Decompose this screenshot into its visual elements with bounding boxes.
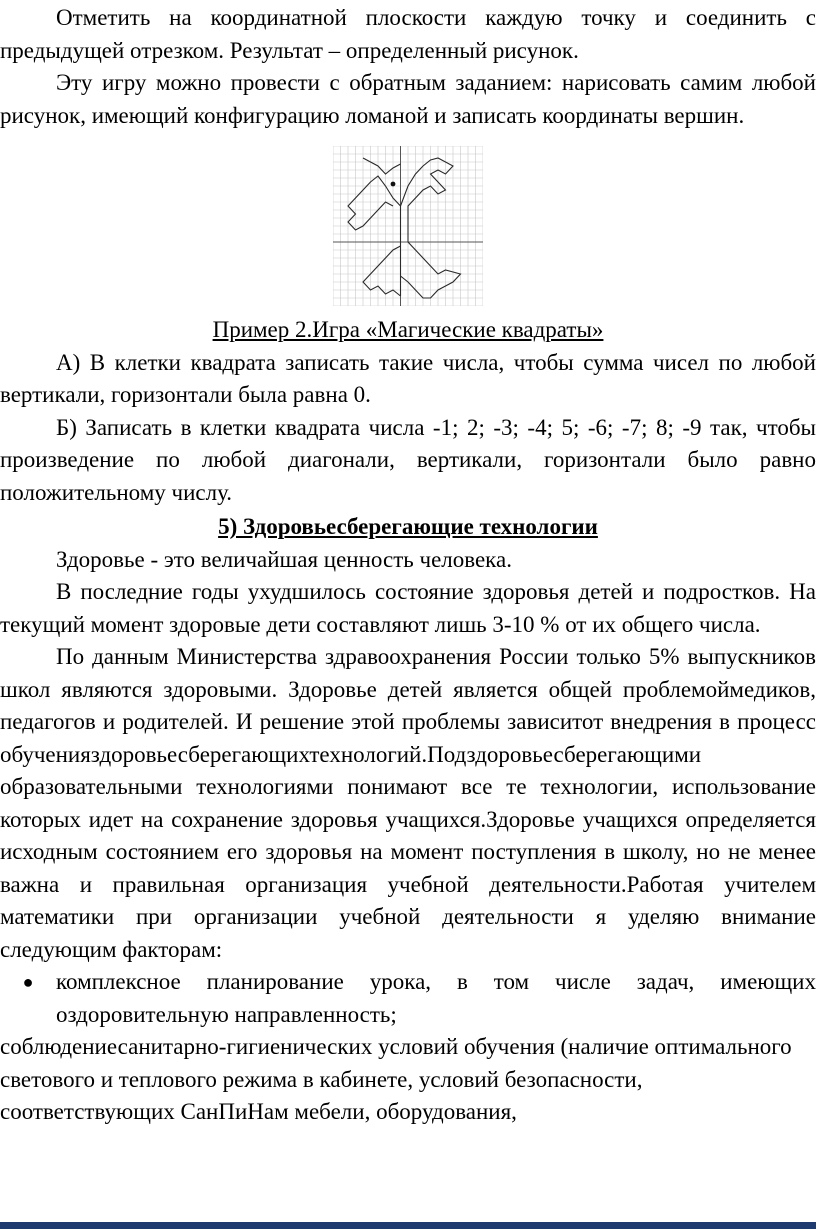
eye-dot — [391, 182, 396, 187]
bottom-bar — [0, 1222, 816, 1229]
paragraph-task-b: Б) Записать в клетки квадрата числа -1; 2; -3; -4; 5; -6; -7; 8; -9 так, чтобы произведение по любой диагонали, вертикали, горизонтали было равно положительному числу. — [0, 414, 816, 505]
polyline-drawing — [348, 158, 461, 298]
paragraph-task-a: А) В клетки квадрата записать такие числа, чтобы сумма чисел по любой вертикали, горизонтали была равна 0. — [0, 349, 816, 407]
figure-caption: Пример 2.Игра «Магические квадраты» — [212, 317, 604, 342]
paragraph-coordinate-task: Отметить на координатной плоскости каждую точку и соединить с предыдущей отрезком. Результат – определенный рисунок. — [0, 5, 816, 63]
paragraph-reverse-task: Эту игру можно провести с обратным заданием: нарисовать самим любой рисунок, имеющий конфигурацию ломаной и записать координаты вершин. — [0, 70, 816, 128]
paragraph-sanitary-conditions: соблюдениесанитарно-гигиенических условий обучения (наличие оптимального светового и теплового режима в кабинете, условий безопасности, соответствующих СанПиНам мебели, оборудования, — [0, 1034, 792, 1124]
paragraph-health-decline: В последние годы ухудшилось состояние здоровья детей и подростков. На текущий момент здоровые дети составляют лишь 3-10 % от их общего числа. — [0, 579, 816, 637]
bullet-text: комплексное планирование урока, в том числе задач, имеющих оздоровительную направленность; — [56, 969, 816, 1027]
coordinate-grid-figure — [333, 146, 483, 306]
section-heading: 5) Здоровьесберегающие технологии — [218, 514, 598, 539]
bullet-icon: ● — [22, 972, 34, 992]
paragraph-technologies: образовательными технологиями понимают все те технологии, использование которых идет на сохранение здоровья учащихся.Здоровье учащихся определяется исходным состоянием его здоровья на момент поступления в школу, но не менее важна и правильная организация учебной деятельности.Работая учителем математики при организации учебной деятельности я уделяю внимание следующим факторам: — [0, 774, 816, 962]
paragraph-ministry-data-line: обученияздоровьесберегающихтехнологий.Подздоровьесберегающими — [0, 741, 702, 767]
paragraph-health-value: Здоровье - это величайшая ценность человека. — [56, 546, 512, 572]
paragraph-ministry-data: По данным Министерства здравоохранения России только 5% выпускников школ являются здоровыми. Здоровье детей является общей проблемоймедиков, педагогов и родителей. И решение этой проблемы зависитот внедрения в процесс — [0, 644, 816, 734]
bullet-list-item — [0, 966, 816, 1031]
